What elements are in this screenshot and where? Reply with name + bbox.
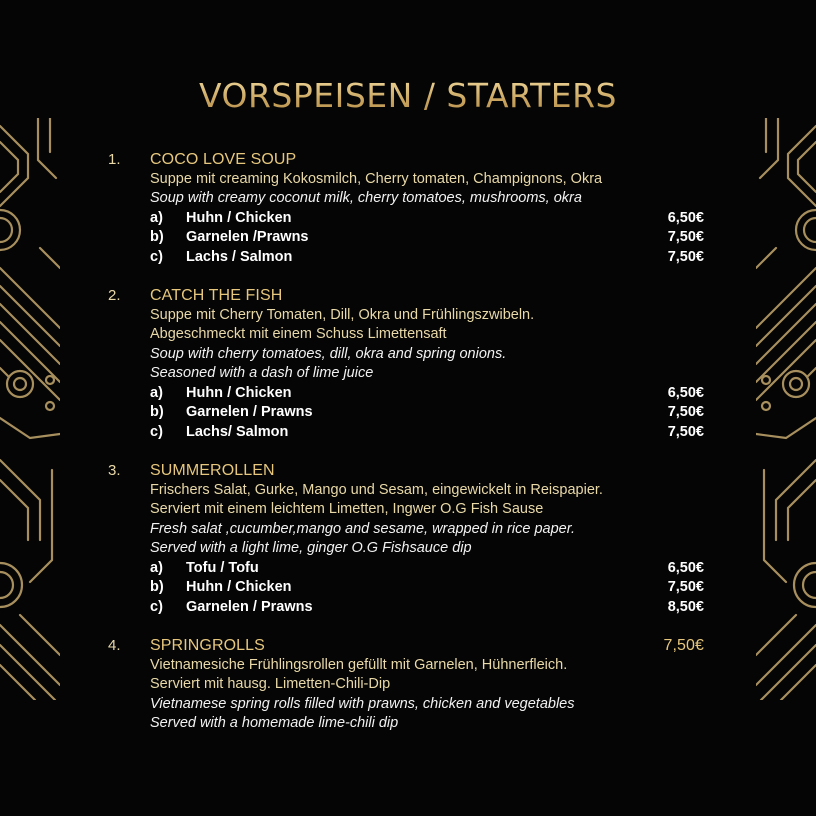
item-option: [108, 248, 704, 268]
option-price: 6,50€: [667, 384, 704, 401]
option-letter: b): [150, 229, 164, 245]
item-description-german: Serviert mit einem leichtem Limetten, Ingwer O.G Fish Sause: [150, 501, 544, 517]
option-label: Garnelen / Prawns: [186, 598, 313, 615]
item-description-german: Suppe mit creaming Kokosmilch, Cherry tomaten, Champignons, Okra: [150, 170, 603, 187]
option-label: Huhn / Chicken: [186, 579, 292, 595]
item-description-english: Fresh salat ,cucumber,mango and sesame, wrapped in rice paper.: [150, 520, 576, 537]
item-description-german: Frischers Salat, Gurke, Mango und Sesam, eingewickelt in Reispapier.: [150, 481, 603, 498]
item-description-german: Serviert mit hausg. Limetten-Chili-Dip: [150, 676, 391, 692]
option-letter: a): [150, 384, 163, 401]
item-description-german: Abgeschmeckt mit einem Schuss Limettensaft: [150, 326, 447, 342]
item-number: 4.: [108, 637, 121, 654]
item-description-english: Vietnamese spring rolls filled with prawns, chicken and vegetables: [150, 695, 575, 712]
item-name: CATCH THE FISH: [150, 287, 283, 304]
option-price: 7,50€: [667, 248, 704, 265]
menu-title: VORSPEISEN / STARTERS: [0, 76, 816, 116]
item-name: SUMMEROLLEN: [150, 462, 275, 479]
option-label: Garnelen / Prawns: [186, 404, 313, 420]
menu-item: [108, 150, 704, 267]
option-price: 6,50€: [667, 559, 704, 576]
item-description-english: Served with a light lime, ginger O.G Fishsauce dip: [150, 540, 472, 556]
item-description-english: Soup with creamy coconut milk, cherry tomatoes, mushrooms, okra: [150, 190, 582, 206]
menu-item: [108, 636, 704, 734]
art-deco-ornament-right-lower: [756, 450, 816, 700]
art-deco-ornament-left-lower: [0, 450, 60, 700]
item-name: SPRINGROLLS: [150, 637, 265, 654]
option-letter: a): [150, 209, 163, 226]
option-label: Tofu / Tofu: [186, 559, 259, 576]
option-price: 6,50€: [667, 209, 704, 226]
menu-list: [108, 150, 704, 753]
item-description-german: Vietnamesiche Frühlingsrollen gefüllt mit Garnelen, Hühnerfleich.: [150, 656, 568, 673]
option-letter: a): [150, 559, 163, 576]
item-description-german: Suppe mit Cherry Tomaten, Dill, Okra und Frühlingszwibeln.: [150, 306, 535, 323]
menu-item: [108, 286, 704, 442]
option-label: Huhn / Chicken: [186, 209, 292, 226]
option-price: 8,50€: [667, 598, 704, 615]
item-option: [108, 384, 704, 404]
item-option: [108, 559, 704, 579]
item-price: 7,50€: [663, 637, 704, 654]
item-name: COCO LOVE SOUP: [150, 151, 297, 168]
option-label: Huhn / Chicken: [186, 384, 292, 401]
item-number: 2.: [108, 287, 121, 304]
art-deco-ornament-right: [756, 118, 816, 448]
option-price: 7,50€: [667, 423, 704, 440]
option-label: Garnelen /Prawns: [186, 229, 309, 245]
option-price: 7,50€: [667, 404, 704, 420]
item-description-english: Seasoned with a dash of lime juice: [150, 365, 374, 381]
item-option: [108, 423, 704, 443]
art-deco-ornament-left: [0, 118, 60, 448]
item-option: [108, 209, 704, 229]
item-number: 1.: [108, 151, 121, 168]
item-option: [108, 403, 704, 423]
option-price: 7,50€: [667, 229, 704, 245]
option-label: Lachs/ Salmon: [186, 423, 289, 440]
menu-item: [108, 461, 704, 617]
option-letter: c): [150, 598, 163, 615]
option-label: Lachs / Salmon: [186, 248, 293, 265]
item-option: [108, 578, 704, 598]
item-number: 3.: [108, 462, 121, 479]
option-letter: c): [150, 423, 163, 440]
option-letter: b): [150, 579, 164, 595]
option-price: 7,50€: [667, 579, 704, 595]
option-letter: c): [150, 248, 163, 265]
option-letter: b): [150, 404, 164, 420]
item-option: [108, 228, 704, 248]
item-option: [108, 598, 704, 618]
item-description-english: Served with a homemade lime-chili dip: [150, 715, 399, 731]
item-description-english: Soup with cherry tomatoes, dill, okra and spring onions.: [150, 345, 507, 362]
